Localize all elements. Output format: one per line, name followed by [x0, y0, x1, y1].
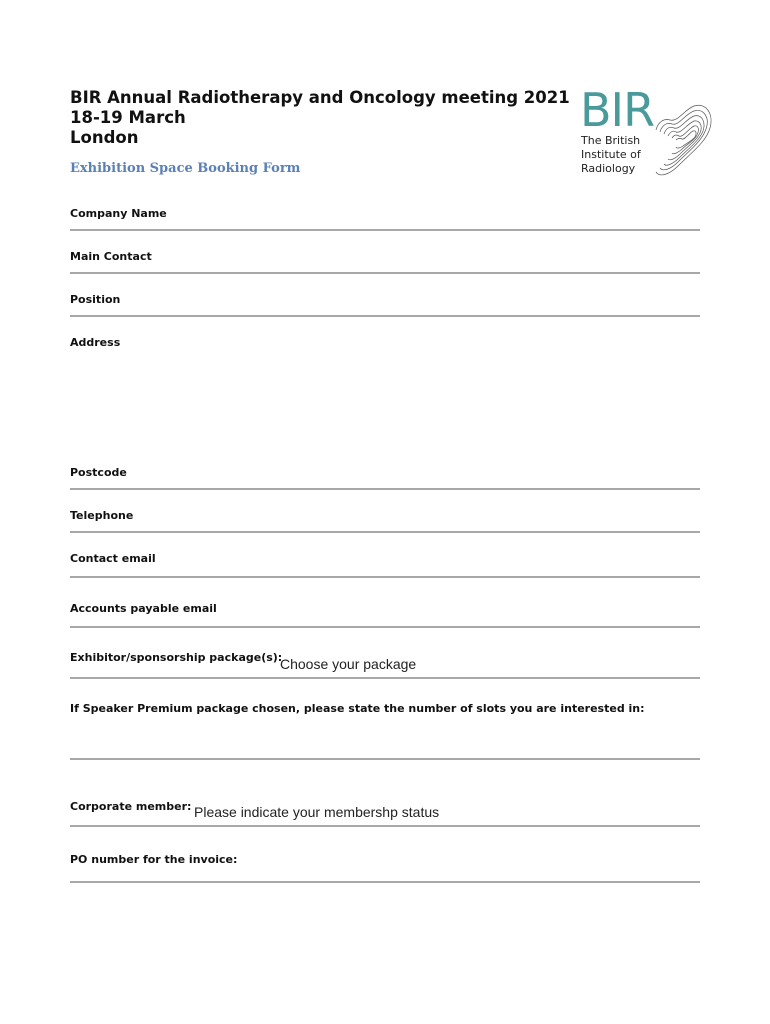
telephone-label: Telephone	[70, 509, 134, 522]
address-label: Address	[70, 336, 121, 349]
accounts-email-field[interactable]	[70, 626, 700, 628]
logo-institute-name	[581, 134, 641, 176]
postcode-field[interactable]	[70, 488, 700, 490]
package-field-line	[70, 677, 700, 679]
package-label: Exhibitor/sponsorship package(s):	[70, 651, 283, 664]
logo-line-2: Institute of	[581, 148, 641, 161]
form-subtitle: Exhibition Space Booking Form	[70, 161, 301, 176]
logo-mark: BIR	[580, 83, 655, 137]
radiology-contour-icon	[648, 92, 718, 182]
position-field[interactable]	[70, 315, 700, 317]
company-name-field[interactable]	[70, 229, 700, 231]
position-label: Position	[70, 293, 121, 306]
title-line-location: London	[70, 128, 139, 147]
bir-logo	[578, 83, 718, 184]
contact-email-field[interactable]	[70, 576, 700, 578]
membership-status-dropdown[interactable]: Please indicate your membershp status	[194, 804, 440, 820]
company-name-label: Company Name	[70, 207, 167, 220]
title-line-date: 18-19 March	[70, 108, 186, 127]
po-number-field[interactable]	[70, 881, 700, 883]
logo-line-1: The British	[581, 134, 641, 147]
telephone-field[interactable]	[70, 531, 700, 533]
speaker-slots-field[interactable]	[70, 758, 700, 760]
title-line-event: BIR Annual Radiotherapy and Oncology meeting 2021	[70, 88, 570, 107]
logo-line-3: Radiology	[581, 162, 636, 175]
speaker-slots-label: If Speaker Premium package chosen, please state the number of slots you are interested in:	[70, 702, 645, 715]
main-contact-label: Main Contact	[70, 250, 152, 263]
main-contact-field[interactable]	[70, 272, 700, 274]
po-number-label: PO number for the invoice:	[70, 853, 238, 866]
contact-email-label: Contact email	[70, 552, 156, 565]
accounts-email-label: Accounts payable email	[70, 602, 217, 615]
corporate-member-field-line	[70, 825, 700, 827]
postcode-label: Postcode	[70, 466, 127, 479]
corporate-member-label: Corporate member:	[70, 800, 192, 813]
document-title	[70, 88, 570, 148]
package-dropdown[interactable]: Choose your package	[280, 656, 417, 672]
